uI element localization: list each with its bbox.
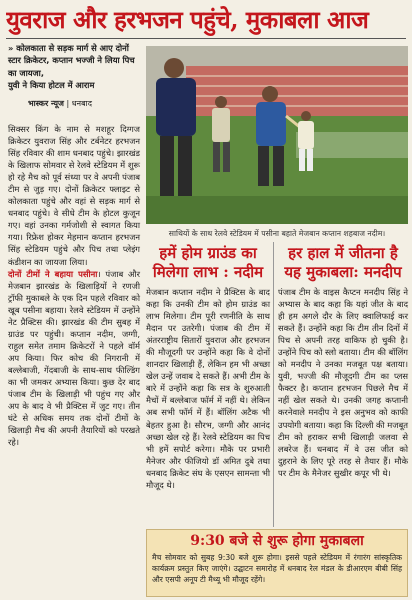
heading-line: हर हाल में जीतना है	[288, 244, 398, 262]
reporter: भास्कर न्यूज	[28, 99, 64, 108]
article2-heading	[146, 244, 270, 282]
article3-heading	[278, 244, 408, 282]
heading-line: मिलेगा लाभ : नदीम	[152, 263, 264, 281]
paragraph-2	[8, 268, 140, 449]
article2-body: मेजबान कप्तान नदीम ने प्रैक्टिस के बाद कहा कि उनकी टीम को होम ग्राउंड का लाभ मिलेगा। टीम पूरी रणनीति के साथ मैदान पर उतरेगी। पंजाब की टीम में अंतरराष्ट्रीय सितारों युवराज और हरभजन की मौजूदगी पर उन्होंने कहा कि वे दोनों शानदार खिलाड़ी हैं, लेकिन हम भी अच्छा खेल उन्हें जवाब दे सकते हैं। अभी टीम के बारे में उन्होंने कहा कि सत्र के शुरुआती मैचों में बल्लेबाज फॉर्म में नहीं थे। लेकिन अब सभी फॉर्म में हैं। बॉलिंग अटैक भी बेहतर हुआ है। सौरभ, जग्गी और आनंद अच्छा खेल रहे हैं। रेलवे स्टेडियम का पिच भी हमें सपोर्ट करेगा। मौके पर प्रभारी मैनेजर और फीजियो डॉ अमित दुबे तथा धनबाद क्रिकेट संघ के एसएन सामन्ता भी मौजूद थे।	[146, 287, 270, 490]
heading-line: यह मुकाबला: मनदीप	[284, 263, 402, 281]
paragraph-2-text: । पंजाब और मेजबान झारखंड के खिलाड़ियों ने रणजी ट्रॉफी मुकाबले के एक दिन पहले रविवार को खूब पसीना बहाया। रेलवे स्टेडियम में उन्होंने नेट प्रैक्टिस की। झारखंड की टीम सुबह में ग्राउंड पर पहुंची। कप्तान नदीम, जग्गी, राहुल समेत तमाम क्रिकेटरों ने पहले वॉर्म अप किया। फिर कोच की निगरानी में बल्लेबाजी, गेंदबाजी के साथ-साथ फील्डिंग का भी जमकर अभ्यास किया। कुछ देर बाद पंजाब टीम के खिलाड़ी भी पहुंच गए और अप के बाद वे भी प्रैक्टिस में जुट गए। तीन घंटे से अधिक समय तक दोनों टीमों के खिलाड़ी मैच की अपनी तैयारियों को परखते रहे।	[8, 268, 140, 448]
info-box-title: 9:30 बजे से शुरू होगा मुकाबला	[190, 533, 364, 549]
info-box	[146, 529, 408, 597]
main-headline: युवराज और हरभजन पहुंचे, मुकाबला आज	[6, 5, 369, 34]
inline-subhead: दोनों टीमों ने बहाया पसीना	[8, 268, 98, 279]
practice-photo	[146, 46, 408, 224]
dateline: | धनबाद	[66, 99, 92, 108]
headline-rule	[6, 38, 406, 39]
column-divider	[273, 242, 274, 527]
info-box-text: मैच सोमवार को सुबह 9:30 बजे शुरू होगा। इससे पहले स्टेडियम में रंगारंग सांस्कृतिक कार्यक्रम प्रस्तुत किए जाएंगे। उद्घाटन समारोह में धनबाद रेल मंडल के डीआरएम बीबी सिंह और एसपी अनूप टी मैथ्यू भी मौजूद रहेंगे।	[152, 553, 402, 584]
paragraph: सिक्सर किंग के नाम से मशहूर दिग्गज क्रिकेटर युवराज सिंह और टर्बनेटर हरभजन सिंह रविवार की शाम धनबाद पहुंचे। झारखंड के खिलाफ सोमवार से रेलवे स्टेडियम में शुरू हो रहे मैच को पूर्व संध्या पर वे अपनी पंजाब टीम से जुड़ गए। दोनों क्रिकेटर फ्लाइट से कोलकाता पहुंचे और वहां से सड़क मार्ग से धनबाद पहुंचे। वे सीधे टीम के होटल कुजून गए। वहां उनका गर्मजोशी से स्वागत किया गया। रिफ्रेश होकर मेहमान कप्तान हरभजन सिंह स्टेडियम पहुंचे और पिच तथा प्लेइंग कंडीशन का जायजा लिया।	[8, 124, 140, 267]
summary-point: युवी ने किया होटल में आराम	[8, 80, 95, 91]
summary-point: » कोलकाता से सड़क मार्ग से आए दोनों स्टार क्रिकेटर, कप्तान भज्जी ने लिया पिच का जायजा,	[8, 43, 135, 78]
practice-photo-illustration	[146, 46, 408, 224]
column-main	[8, 123, 140, 448]
heading-line: हमें होम ग्राउंड का	[159, 244, 257, 262]
summary-deck	[8, 42, 140, 92]
byline	[28, 98, 143, 109]
photo-caption: साथियों के साथ रेलवे स्टेडियम में पसीना बहाते मेजबान कप्तान शहबाज नदीम।	[168, 229, 386, 238]
article3-body: पंजाब टीम के वाइस कैप्टन मनदीप सिंह ने अभ्यास के बाद कहा कि यहां जीत के बाद ही हम अगले दौर के लिए क्वालिफाई कर सकते हैं। उन्होंने कहा कि टीम तीन दिनों में पिच से अपनी तरह वाकिफ हो चुकी है। उन्होंने पिच को स्लो बताया। टीम की बॉलिंग को मनदीप ने उनका मजबूत पक्ष बताया। युवी, भज्जी की मौजूदगी टीम का प्लस फैक्टर है। कप्तान हरभजन पिछले मैच में नहीं खेल सकते थे। उनकी जगह कप्तानी करनेवाले मनदीप ने इस अनुभव को काफी उपयोगी बताया। कहा कि दिल्ली की मजबूत टीम को हराकर सभी खिलाड़ी जलवा से लबरेज हैं। धनबाद में वे उस जीत को दुहराने के लिए पूरे तरह से तैयार हैं। मौके पर टीम के मैनेजर सुखीर कपूर भी थे।	[278, 287, 408, 478]
